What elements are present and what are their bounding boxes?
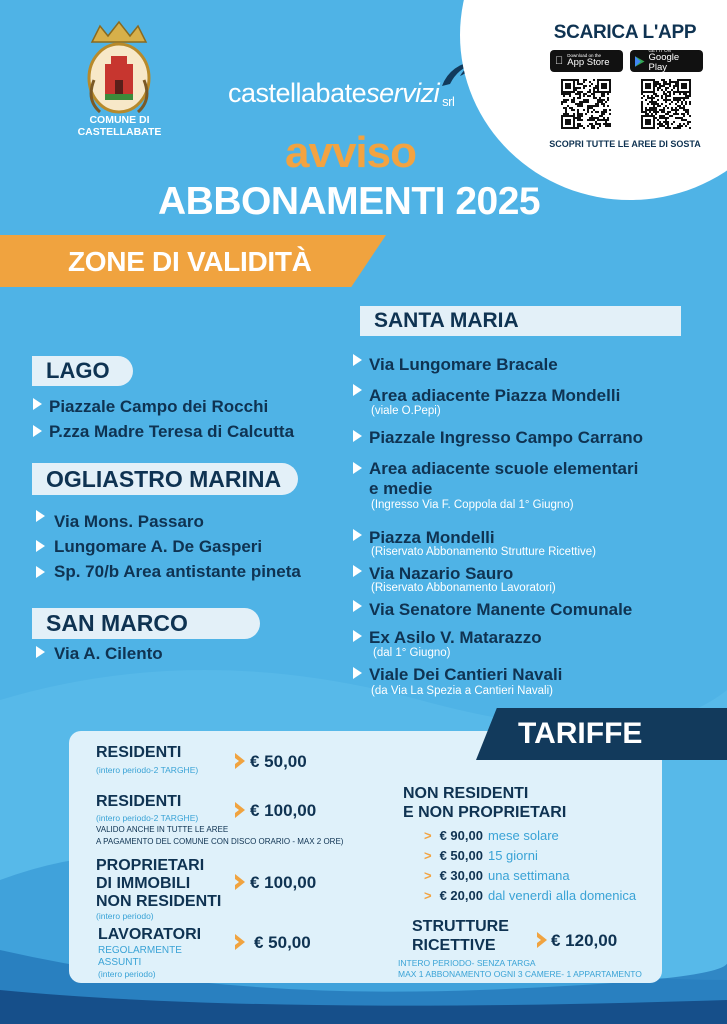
non-residenti-label: NON RESIDENTI — [403, 785, 529, 802]
residenti-note: (intero periodo-2 TARGHE) — [96, 765, 199, 775]
arrow-icon — [353, 354, 362, 366]
list-item-note: (viale O.Pepi) — [371, 405, 441, 417]
googleplay-label: Google Play — [648, 52, 680, 74]
list-item: Via Senatore Manente Comunale — [369, 600, 633, 619]
arrow-icon — [36, 540, 45, 552]
zone-lago-title: LAGO — [32, 356, 133, 386]
list-item: Via Mons. Passaro — [54, 512, 204, 531]
chevron-right-icon: > — [424, 888, 432, 903]
arrow-icon — [353, 565, 362, 577]
list-item: Sp. 70/b Area antistante pineta — [54, 562, 301, 581]
zone-santa-maria-title: SANTA MARIA — [360, 306, 681, 336]
chevron-right-icon — [233, 873, 247, 891]
residenti-note: (intero periodo-2 TARGHE) — [96, 813, 199, 823]
app-store-button[interactable] — [550, 50, 623, 72]
rate-amount: € 90,00 — [439, 828, 483, 843]
list-item: Via Lungomare Bracale — [369, 355, 558, 374]
rate-amount: € 20,00 — [439, 888, 483, 903]
qr-code-appstore[interactable] — [561, 79, 611, 129]
rate-period: una settimana — [487, 868, 570, 883]
list-item: Piazza Mondelli — [369, 528, 495, 547]
arrow-icon — [353, 384, 362, 396]
app-note: SCOPRI TUTTE LE AREE DI SOSTA — [549, 139, 701, 149]
list-item: Piazzale Campo dei Rocchi — [49, 397, 269, 416]
arrow-icon — [353, 430, 362, 442]
brand-accent: servizi — [366, 78, 440, 108]
residenti-validity-note: A PAGAMENTO DEL COMUNE CON DISCO ORARIO - MAX 2 ORE) — [96, 837, 344, 846]
appstore-small-label: Download on the — [559, 52, 593, 58]
apple-icon — [555, 55, 563, 67]
non-residenti-rate — [424, 848, 538, 863]
strutture-label: STRUTTURE — [412, 918, 509, 935]
arrow-icon — [33, 425, 42, 437]
lavoratori-note: ASSUNTI — [98, 957, 142, 968]
non-residenti-rate — [424, 868, 570, 883]
non-residenti-rate — [424, 888, 636, 903]
page-title: ABBONAMENTI 2025 — [158, 180, 541, 223]
list-item-note: (dal 1° Giugno) — [373, 647, 451, 659]
list-item: Piazzale Ingresso Campo Carrano — [369, 428, 643, 447]
tariffe-title: TARIFFE — [518, 717, 643, 750]
strutture-note: MAX 1 ABBONAMENTO OGNI 3 CAMERE- 1 APPARTAMENTO — [398, 969, 642, 979]
residenti-label: RESIDENTI — [96, 793, 182, 810]
zone-san-marco-title: SAN MARCO — [32, 608, 260, 639]
lavoratori-note: (intero periodo) — [98, 969, 156, 979]
brand-name — [228, 78, 454, 109]
castellabate-crest-icon — [78, 20, 160, 116]
list-item-note: (Ingresso Via F. Coppola dal 1° Giugno) — [371, 499, 574, 511]
lavoratori-note: REGOLARMENTE — [98, 945, 182, 956]
arrow-icon — [36, 646, 45, 658]
lavoratori-label: LAVORATORI — [98, 926, 202, 943]
googleplay-small-label: GET IT ON — [648, 47, 671, 53]
arrow-icon — [33, 398, 42, 410]
list-item-note: (da Via La Spezia a Cantieri Navali) — [371, 685, 553, 697]
list-item: Ex Asilo V. Matarazzo — [369, 628, 542, 647]
brand-main: castellabate — [228, 78, 367, 108]
chevron-right-icon — [535, 931, 549, 949]
arrow-icon — [36, 566, 45, 578]
brand-suffix: srl — [442, 94, 455, 109]
arrow-icon — [353, 667, 362, 679]
qr-code-googleplay[interactable] — [641, 79, 691, 129]
proprietari-price: € 100,00 — [250, 873, 317, 892]
list-item: Via Nazario Sauro — [369, 564, 514, 583]
list-item: Area adiacente Piazza Mondelli — [369, 386, 621, 405]
strutture-note: INTERO PERIODO- SENZA TARGA — [398, 958, 536, 968]
non-residenti-rate — [424, 828, 559, 843]
non-residenti-label: E NON PROPRIETARI — [403, 804, 567, 821]
list-item-continued: e medie — [369, 479, 433, 498]
comune-label: COMUNE DI CASTELLABATE — [77, 114, 162, 138]
chevron-right-icon — [233, 752, 247, 770]
zone-ogliastro-title: OGLIASTRO MARINA — [32, 463, 298, 495]
residenti-validity-note: VALIDO ANCHE IN TUTTE LE AREE — [96, 825, 229, 834]
strutture-label: RICETTIVE — [412, 937, 496, 954]
appstore-label: App Store — [559, 57, 602, 69]
arrow-icon — [36, 510, 45, 522]
list-item: Area adiacente scuole elementari — [369, 459, 639, 478]
proprietari-label: NON RESIDENTI — [96, 893, 222, 910]
list-item: P.zza Madre Teresa di Calcutta — [49, 422, 295, 441]
rate-period: dal venerdì alla domenica — [487, 888, 637, 903]
arrow-icon — [353, 462, 362, 474]
avviso-heading: avviso — [285, 128, 416, 177]
list-item: Viale Dei Cantieri Navali — [369, 665, 563, 684]
rate-period: mese solare — [487, 828, 559, 843]
google-play-button[interactable] — [630, 47, 703, 74]
zone-title: ZONE DI VALIDITÀ — [68, 246, 312, 277]
list-item-note: (Riservato Abbonamento Lavoratori) — [371, 582, 556, 594]
chevron-right-icon: > — [424, 828, 432, 843]
residenti-label: RESIDENTI — [96, 744, 182, 761]
rate-amount: € 30,00 — [439, 868, 483, 883]
residenti-price: € 100,00 — [250, 801, 317, 820]
list-item-note: (Riservato Abbonamento Strutture Ricettive) — [371, 546, 596, 558]
proprietari-label: DI IMMOBILI — [96, 875, 191, 892]
rate-period: 15 giorni — [487, 848, 538, 863]
download-app-title: SCARICA L'APP — [553, 22, 697, 43]
proprietari-label: PROPRIETARI — [96, 857, 205, 874]
google-play-icon — [635, 56, 645, 67]
arrow-icon — [353, 630, 362, 642]
strutture-price: € 120,00 — [551, 931, 618, 950]
list-item: Lungomare A. De Gasperi — [54, 537, 263, 556]
chevron-right-icon — [233, 933, 247, 951]
list-item: Via A. Cilento — [54, 644, 163, 663]
arrow-icon — [353, 529, 362, 541]
proprietari-note: (intero periodo) — [96, 911, 154, 921]
chevron-right-icon: > — [424, 868, 432, 883]
lavoratori-price: € 50,00 — [254, 933, 311, 952]
arrow-icon — [353, 600, 362, 612]
residenti-price: € 50,00 — [250, 752, 307, 771]
chevron-right-icon: > — [424, 848, 432, 863]
chevron-right-icon — [233, 801, 247, 819]
rate-amount: € 50,00 — [439, 848, 483, 863]
